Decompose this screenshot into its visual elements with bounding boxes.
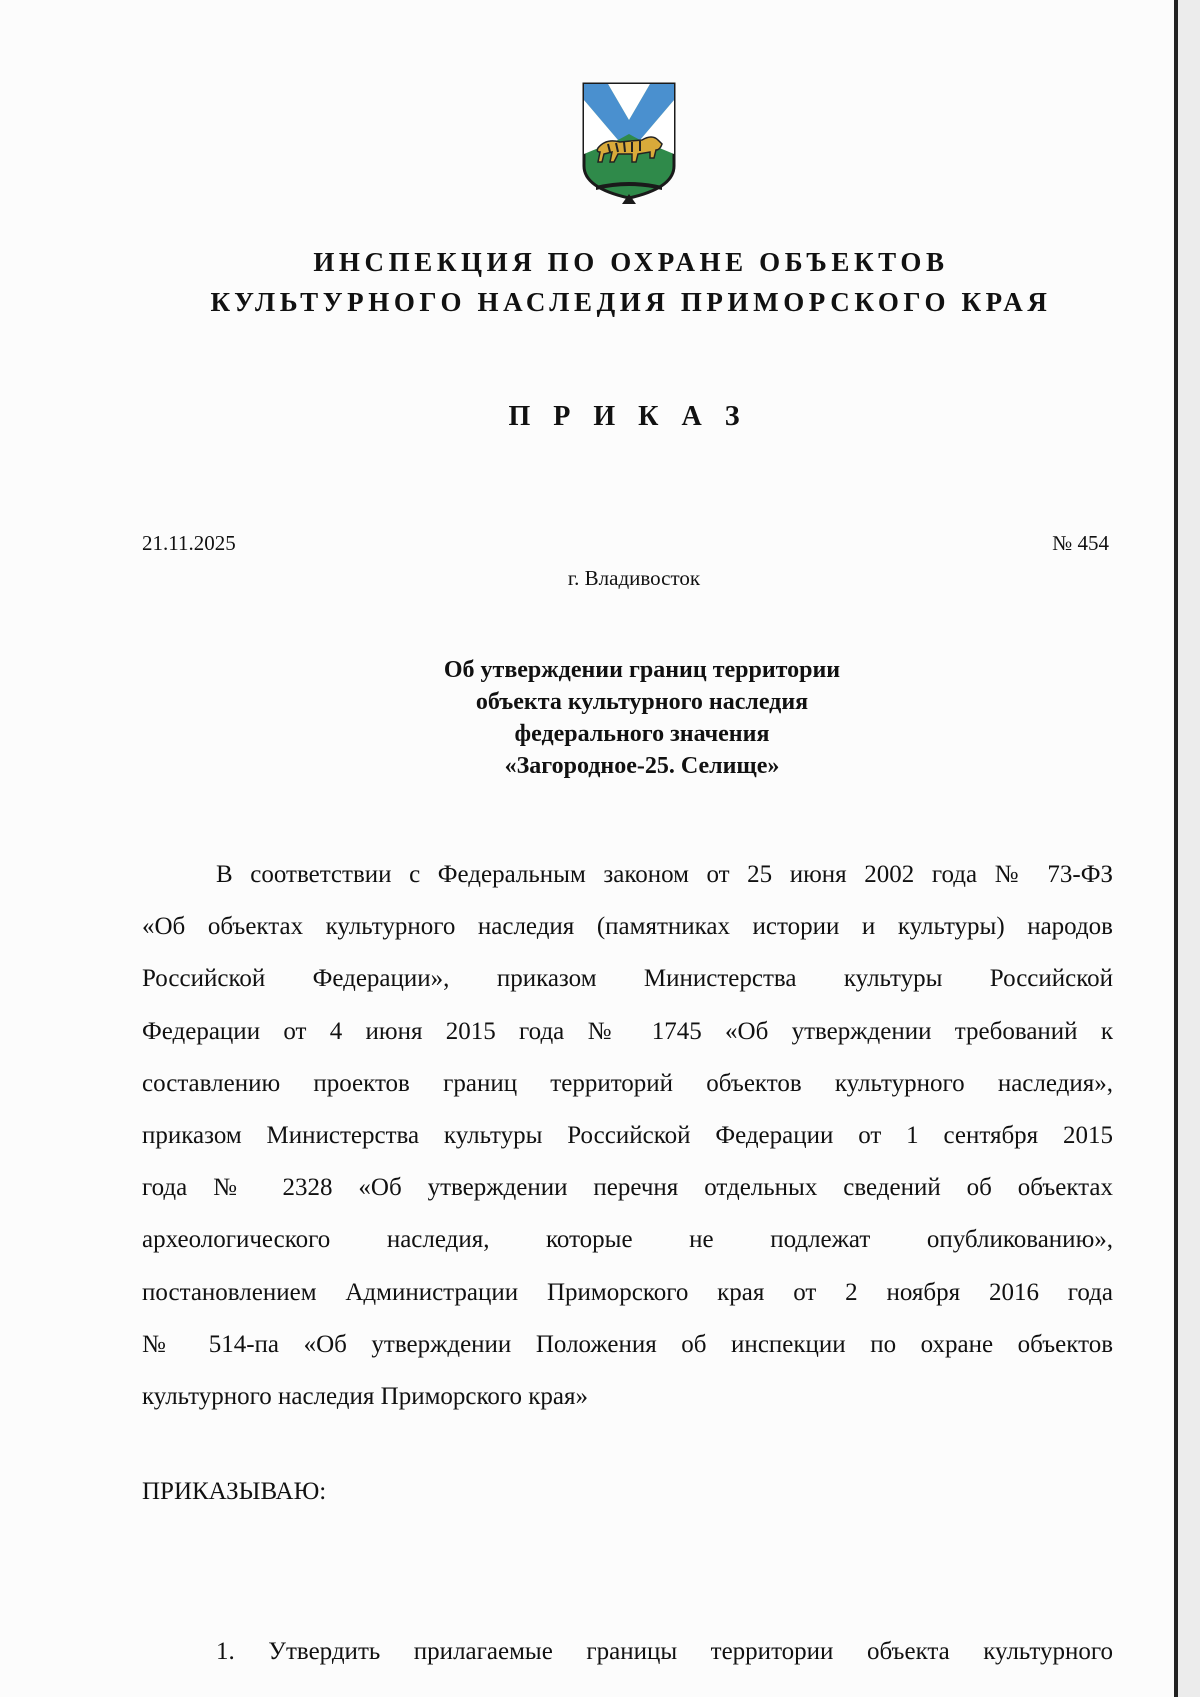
- order-item: 1. Утвердить прилагаемые границы территории объекта культурного: [216, 1638, 1113, 1665]
- preamble-line: № 514-па «Об утверждении Положения об инспекции по охране объектов: [142, 1330, 1113, 1358]
- document-number: № 454: [1052, 531, 1109, 555]
- coat-of-arms-icon: [578, 82, 680, 206]
- order-directive: ПРИКАЗЫВАЮ:: [142, 1478, 327, 1505]
- preamble-line: Российской Федерации», приказом Министерства культуры Российской: [142, 965, 1113, 993]
- preamble-line: года № 2328 «Об утверждении перечня отдельных сведений об объектах: [142, 1174, 1113, 1202]
- document-date: 21.11.2025: [142, 531, 236, 555]
- preamble-line: «Об объектах культурного наследия (памятниках истории и культуры) народов: [142, 913, 1113, 941]
- organization-title-line-2: КУЛЬТУРНОГО НАСЛЕДИЯ ПРИМОРСКОГО КРАЯ: [210, 287, 1052, 317]
- subject-line: Об утверждении границ территории: [443, 657, 841, 683]
- subject-line: объекта культурного наследия: [475, 689, 809, 715]
- preamble-line: постановлением Администрации Приморского края от 2 ноября 2016 года: [142, 1278, 1113, 1306]
- preamble-line: культурного наследия Приморского края»: [142, 1382, 588, 1410]
- organization-title-line-1: ИНСПЕКЦИЯ ПО ОХРАНЕ ОБЪЕКТОВ: [313, 247, 949, 277]
- preamble-paragraph: [142, 849, 1113, 1423]
- subject-line: федерального значения: [514, 721, 770, 747]
- preamble-line: археологического наследия, которые не подлежат опубликованию»,: [142, 1226, 1113, 1254]
- preamble-line: приказом Министерства культуры Российской Федерации от 1 сентября 2015: [142, 1121, 1113, 1149]
- preamble-line: В соответствии с Федеральным законом от 25 июня 2002 года № 73-ФЗ: [216, 861, 1113, 888]
- subject-line: «Загородное-25. Селище»: [504, 753, 780, 779]
- preamble-line: Федерации от 4 июня 2015 года № 1745 «Об утверждении требований к: [142, 1017, 1113, 1045]
- document-city: г. Владивосток: [567, 566, 701, 590]
- document-type-title: П Р И К А З: [508, 401, 748, 432]
- document-subject: [387, 654, 897, 782]
- preamble-line: составлению проектов границ территорий объектов культурного наследия»,: [142, 1069, 1113, 1097]
